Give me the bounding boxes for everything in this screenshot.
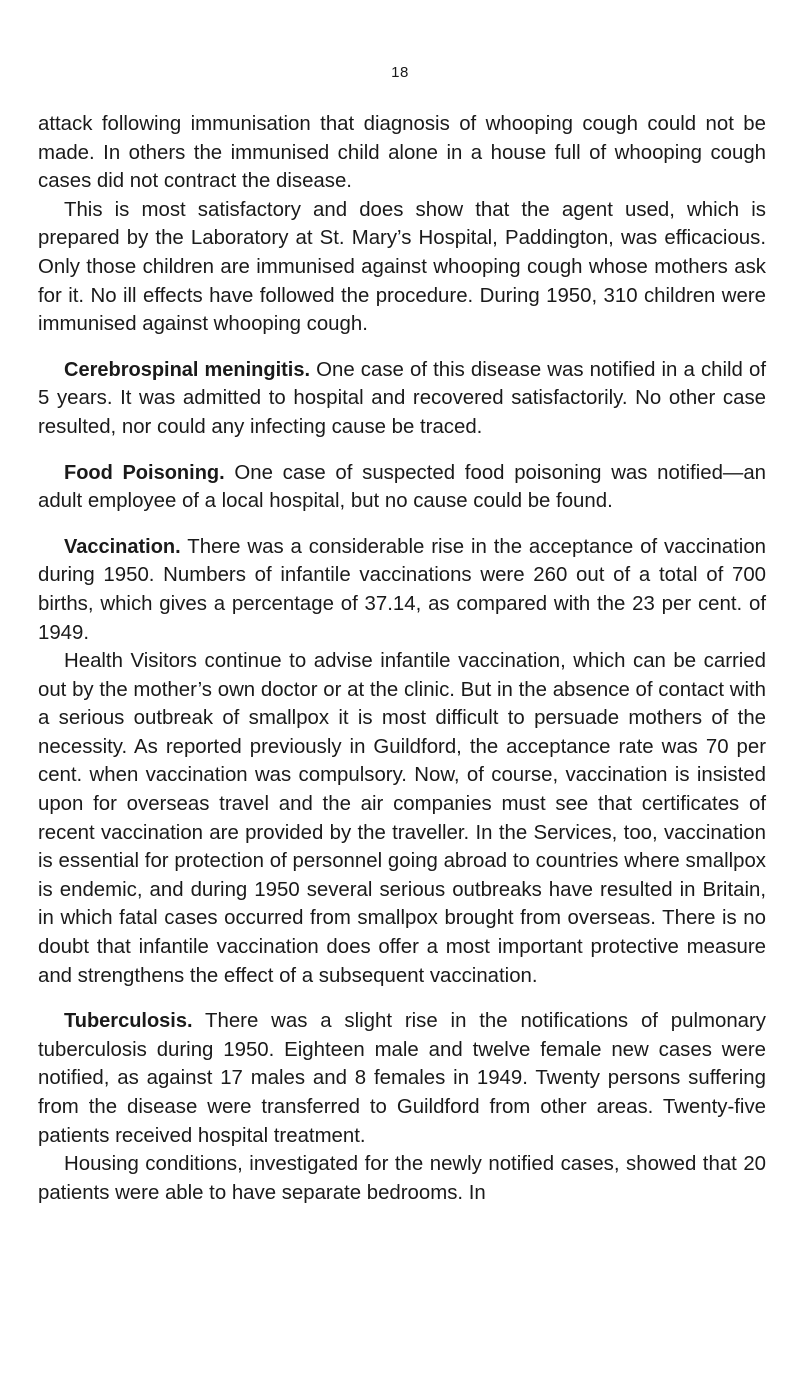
meningitis-heading: Cerebrospinal meningitis.: [64, 358, 311, 381]
food-poisoning-text: One case of suspected food poisoning was notified—an adult employee of a local hospital, but no cause could be found.: [38, 461, 767, 513]
tuberculosis-paragraph-2: Housing conditions, investigated for the newly notified cases, showed that 20 patients were able to have separate bedrooms. In: [38, 1153, 766, 1204]
whooping-cough-paragraph-2: This is most satisfactory and does show that the agent used, which is prepared by the Laboratory at St. Mary’s Hospital, Paddington, was efficacious. Only those children are immunised against whooping cough whose mothers ask for it. No ill effects have followed the procedure. During 1950, 310 children were immunised against whooping cough.: [38, 198, 766, 336]
vaccination-paragraph: [38, 533, 766, 647]
vaccination-paragraph-2: Health Visitors continue to advise infantile vaccination, which can be carried out by the mother’s own doctor or at the clinic. But in the absence of contact with a serious outbreak of smallpox it is most difficult to persuade mothers of the necessity. As reported previously in Guildford, the acceptance rate was 70 per cent. when vaccination was compulsory. Now, of course, vaccination is insisted upon for overseas travel and the air companies must see that certificates of recent vaccination are provided by the traveller. In the Services, too, vaccination is essential for protection of personnel going abroad to countries where smallpox is endemic, and during 1950 several serious outbreaks have resulted in Britain, in which fatal cases occurred from smallpox brought from overseas. There is no doubt that infantile vaccination does offer a most important protective measure and strengthens the effect of a subsequent vaccination.: [38, 650, 766, 987]
document-body: [38, 110, 766, 1207]
tuberculosis-heading: Tuberculosis.: [64, 1010, 193, 1033]
whooping-cough-paragraph: attack following immunisation that diagnosis of whooping cough could not be made. In others the immunised child alone in a house full of whooping cough cases did not contract the disease.: [38, 113, 766, 193]
tuberculosis-text: There was a slight rise in the notifications of pulmonary tuberculosis during 1950. Eighteen male and twelve female new cases were notified, as against 17 males and 8 females in 1949. Twenty persons suffering from the disease were transferred to Guildford from other areas. Twenty-five patients received hospital treatment.: [38, 1010, 767, 1147]
food-poisoning-heading: Food Poisoning.: [64, 461, 225, 484]
meningitis-text: One case of this disease was notified in a child of 5 years. It was admitted to hospital and recovered satisfactorily. No other case resulted, nor could any infecting cause be traced.: [38, 358, 766, 438]
vaccination-heading: Vaccination.: [64, 535, 181, 558]
page-number: 18: [391, 64, 409, 81]
vaccination-text: There was a considerable rise in the acceptance of vaccination during 1950. Numbers of infantile vaccinations were 260 out of a total of 700 births, which gives a percentage of 37.14, as compared with the 23 per cent. of 1949.: [38, 535, 766, 644]
tuberculosis-paragraph: [38, 1007, 766, 1150]
meningitis-paragraph: [38, 356, 766, 442]
food-poisoning-paragraph: [38, 459, 766, 516]
